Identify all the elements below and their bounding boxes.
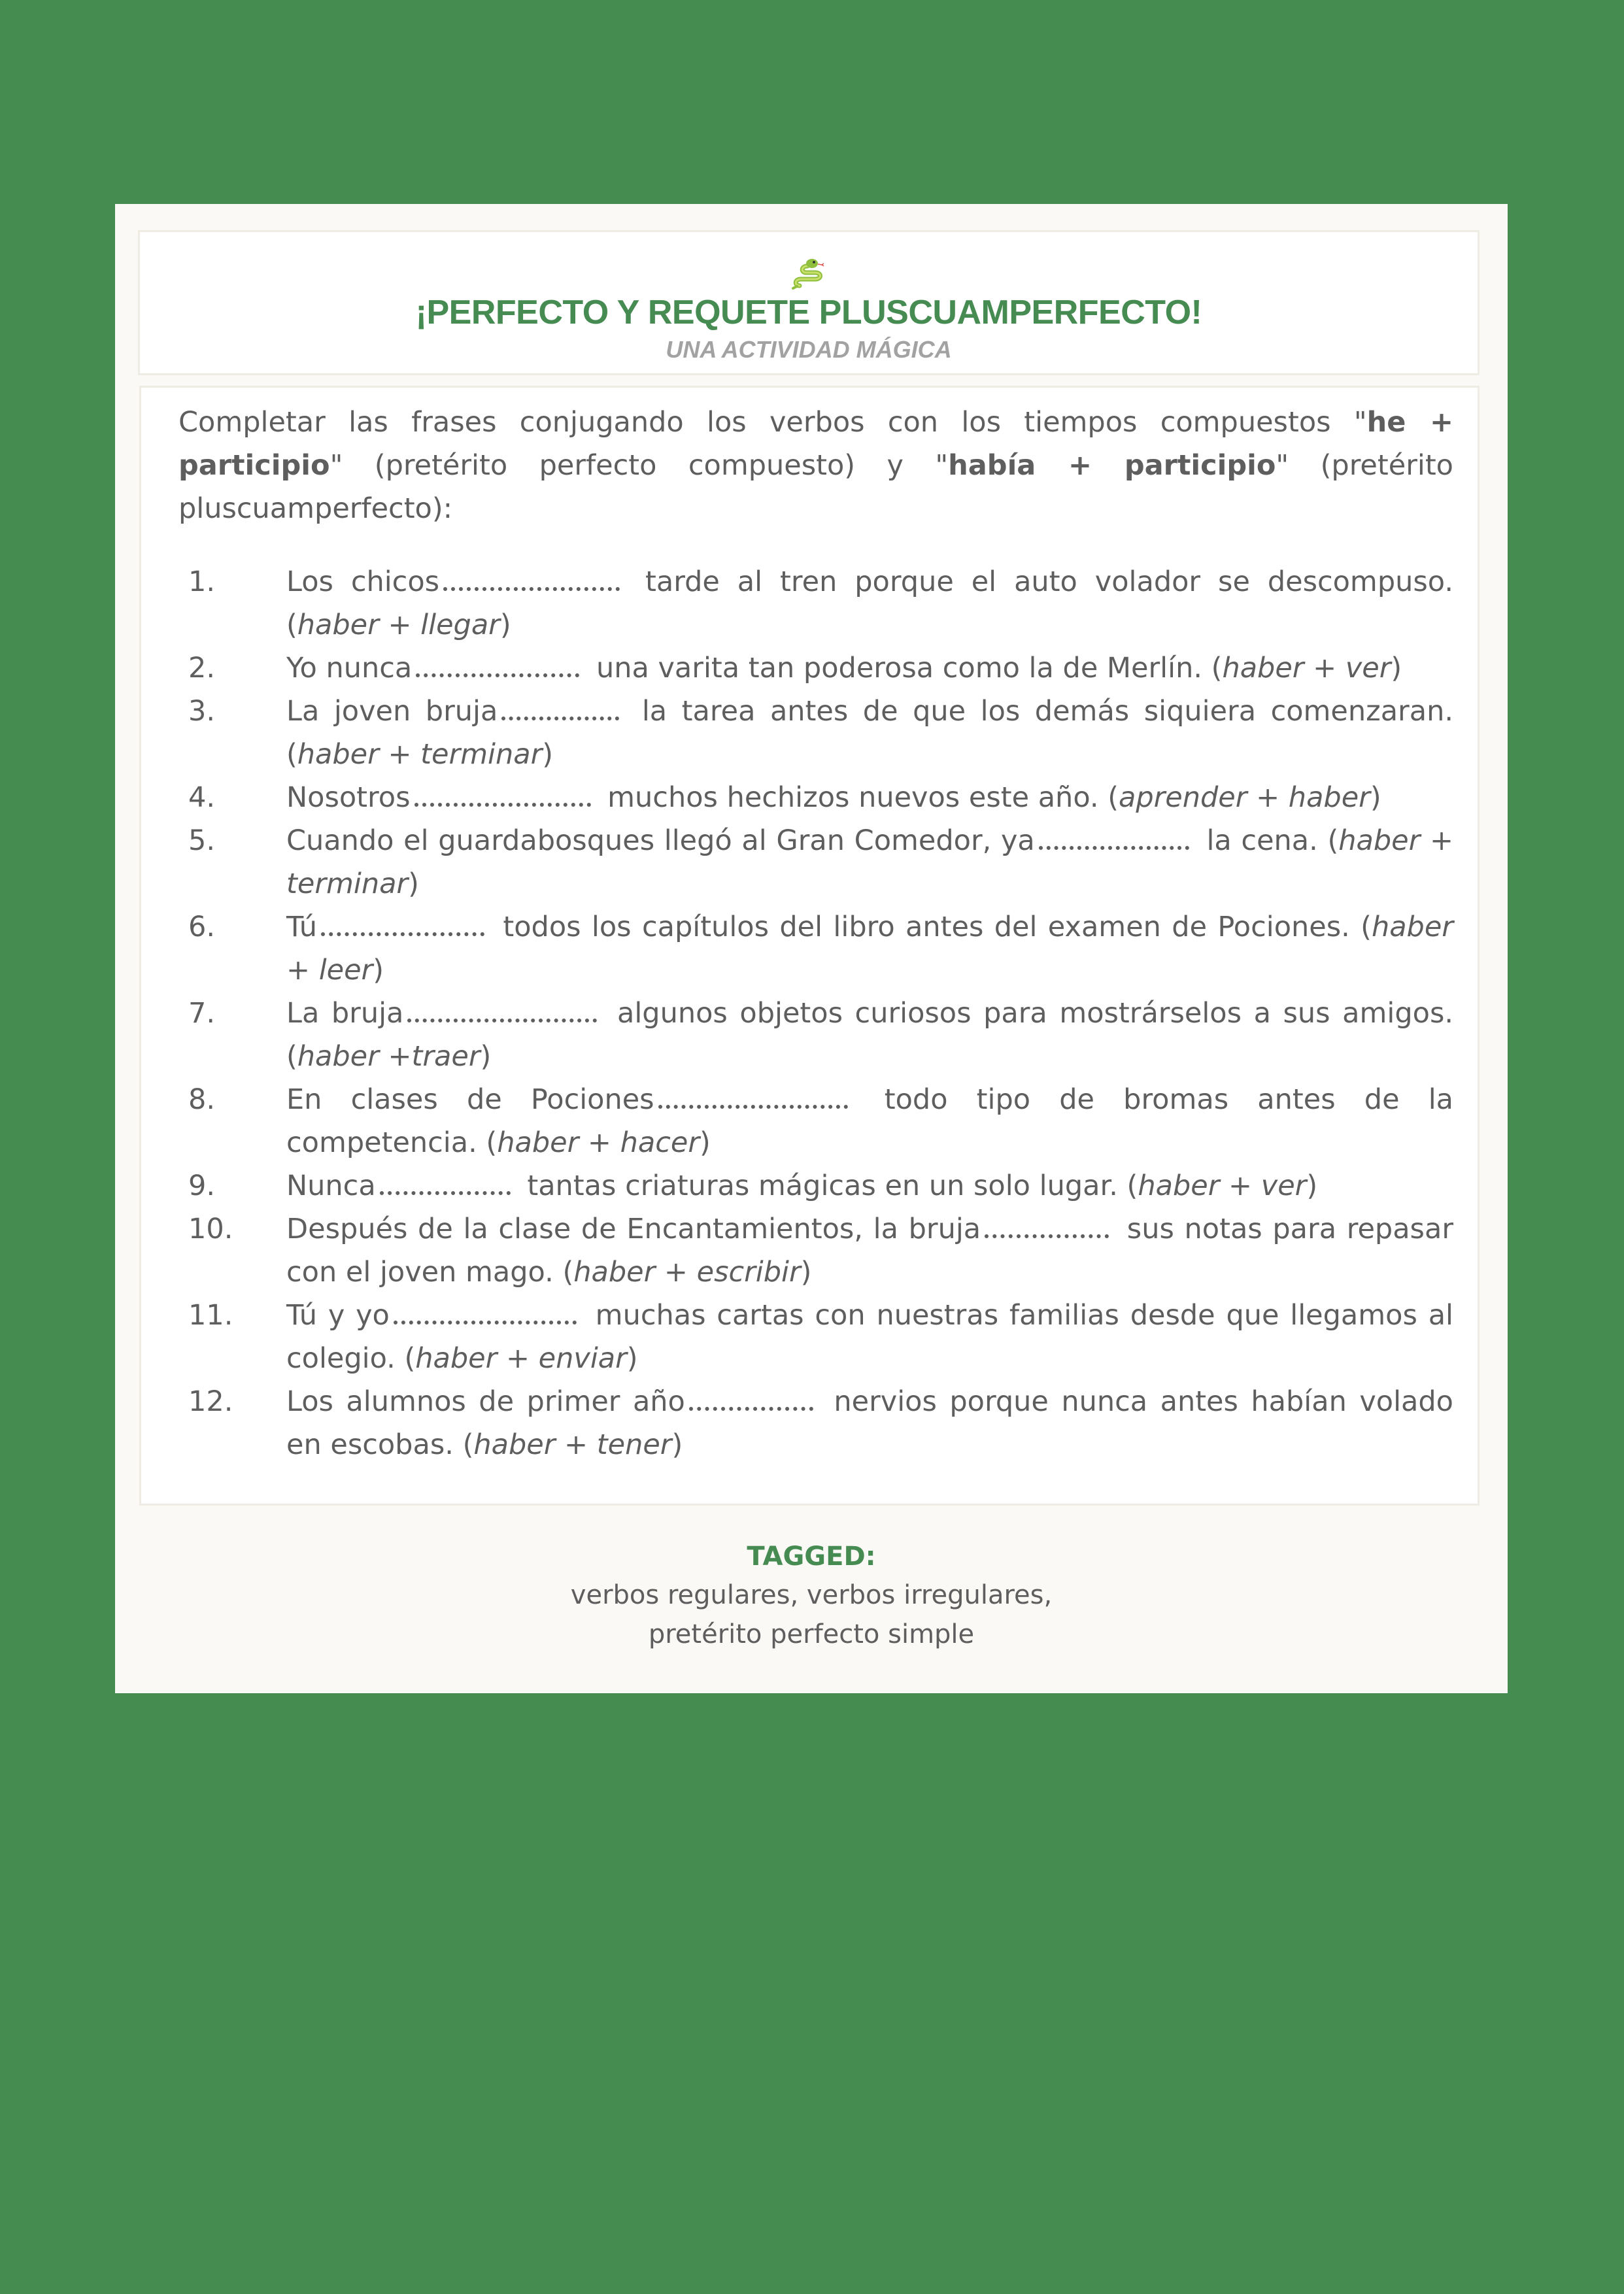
exercise-text: ) xyxy=(626,1342,638,1375)
instructions-bold-habia: había + participio xyxy=(948,449,1276,482)
verb-hint: haber + ver xyxy=(1138,1170,1307,1202)
exercise-item xyxy=(188,1380,1453,1466)
verb-hint: haber + escribir xyxy=(573,1256,801,1289)
exercise-number: 7. xyxy=(188,997,216,1030)
exercise-text: sus notas para repasar con el joven mago. ( xyxy=(286,1213,1453,1289)
exercise-number: 3. xyxy=(188,695,216,728)
exercise-text: Tú xyxy=(286,911,317,943)
exercise-number: 4. xyxy=(188,781,216,814)
verb-hint: haber + tener xyxy=(473,1428,672,1461)
exercise-item xyxy=(188,647,1453,690)
tags-line: pretérito perfecto simple xyxy=(648,1619,975,1649)
exercise-text: ) xyxy=(1391,652,1402,684)
exercise-list xyxy=(188,560,1453,1466)
exercise-item xyxy=(188,905,1453,992)
answer-blank[interactable] xyxy=(414,803,591,807)
instructions-bold-he: he + participio xyxy=(178,406,1453,482)
verb-hint: haber +traer xyxy=(297,1040,481,1073)
snake-icon xyxy=(140,256,1478,292)
exercise-text: Los chicos xyxy=(286,565,440,598)
tags-section xyxy=(115,1538,1508,1654)
exercise-text: todo tipo de bromas antes de la competencia. ( xyxy=(286,1083,1453,1159)
answer-blank[interactable] xyxy=(1039,846,1189,850)
exercise-item xyxy=(188,776,1453,819)
exercise-text: todos los capítulos del libro antes del examen de Pociones. ( xyxy=(492,911,1372,943)
exercise-text: ) xyxy=(499,609,511,641)
exercise-text: ) xyxy=(1306,1170,1318,1202)
exercise-text: ) xyxy=(480,1040,492,1073)
verb-hint: haber + terminar xyxy=(286,824,1454,900)
answer-blank[interactable] xyxy=(658,1105,848,1109)
exercise-text: Los alumnos de primer año xyxy=(286,1385,685,1418)
exercise-number: 1. xyxy=(188,565,216,598)
verb-hint: haber + ver xyxy=(1222,652,1391,684)
exercise-number: 5. xyxy=(188,824,216,857)
instructions-text: Completar las frases conjugando los verbos con los tiempos compuestos " xyxy=(178,406,1367,439)
answer-blank[interactable] xyxy=(501,717,619,720)
exercise-text: Cuando el guardabosques llegó al Gran Comedor, ya xyxy=(286,824,1035,857)
exercise-number: 12. xyxy=(188,1385,233,1418)
worksheet-card xyxy=(115,204,1508,1693)
exercise-text: muchos hechizos nuevos este año. ( xyxy=(598,781,1119,814)
answer-blank[interactable] xyxy=(689,1407,813,1411)
exercise-text: tarde al tren porque el auto volador se descompuso. ( xyxy=(286,565,1453,641)
exercise-text: tantas criaturas mágicas en un solo lugar. ( xyxy=(518,1170,1138,1202)
exercise-text: la tarea antes de que los demás siquiera comenzaran. ( xyxy=(286,695,1454,771)
exercise-item xyxy=(188,1078,1453,1164)
verb-hint: aprender + haber xyxy=(1118,781,1370,814)
exercise-number: 8. xyxy=(188,1083,216,1116)
exercise-text: En clases de Pociones xyxy=(286,1083,654,1116)
tags-label: TAGGED: xyxy=(747,1542,876,1572)
instructions-text: " (pretérito pluscuamperfecto): xyxy=(178,449,1453,525)
answer-blank[interactable] xyxy=(416,673,579,677)
answer-blank[interactable] xyxy=(443,587,620,591)
instructions-text: " (pretérito perfecto compuesto) y " xyxy=(330,449,949,482)
verb-hint: haber + enviar xyxy=(415,1342,627,1375)
exercise-number: 10. xyxy=(188,1213,233,1245)
tags-line: verbos regulares, verbos irregulares, xyxy=(570,1580,1053,1610)
exercise-text: ) xyxy=(700,1126,711,1159)
exercise-text: Nunca xyxy=(286,1170,376,1202)
instructions xyxy=(178,401,1453,530)
exercise-text: la cena. ( xyxy=(1196,824,1339,857)
exercise-item xyxy=(188,1294,1453,1380)
exercise-number: 2. xyxy=(188,652,216,684)
exercise-text: La bruja xyxy=(286,997,404,1030)
exercise-text: muchas cartas con nuestras familias desde que llegamos al colegio. ( xyxy=(286,1299,1453,1375)
exercise-text: ) xyxy=(1370,781,1381,814)
answer-blank[interactable] xyxy=(321,932,484,936)
exercise-text: algunos objetos curiosos para mostrárselos a sus amigos. ( xyxy=(286,997,1454,1073)
header xyxy=(138,230,1480,375)
exercise-text: Tú y yo xyxy=(286,1299,390,1332)
verb-hint: haber + leer xyxy=(286,911,1453,987)
exercise-text: ) xyxy=(800,1256,812,1289)
exercise-item xyxy=(188,1207,1453,1294)
page-subtitle: UNA ACTIVIDAD MÁGICA xyxy=(666,336,952,363)
exercise-text: La joven bruja xyxy=(286,695,498,728)
answer-blank[interactable] xyxy=(394,1321,577,1324)
exercise-item xyxy=(188,992,1453,1078)
exercise-text: ) xyxy=(408,868,419,900)
exercise-item xyxy=(188,690,1453,776)
verb-hint: haber + llegar xyxy=(297,609,500,641)
exercise-text: ) xyxy=(671,1428,683,1461)
exercise-item xyxy=(188,1164,1453,1207)
answer-blank[interactable] xyxy=(407,1019,597,1022)
page-title: ¡PERFECTO Y REQUETE PLUSCUAMPERFECTO! xyxy=(415,294,1202,331)
exercise-text: ) xyxy=(542,738,554,771)
verb-hint: haber + hacer xyxy=(497,1126,700,1159)
exercise-text: una varita tan poderosa como la de Merlín. ( xyxy=(587,652,1223,684)
exercise-number: 6. xyxy=(188,911,216,943)
exercise-text: nervios porque nunca antes habían volado en escobas. ( xyxy=(286,1385,1453,1461)
exercise-text: Yo nunca xyxy=(286,652,413,684)
exercise-number: 11. xyxy=(188,1299,233,1332)
exercise-text: Nosotros xyxy=(286,781,411,814)
exercise-item xyxy=(188,560,1453,647)
exercise-panel xyxy=(139,386,1480,1506)
answer-blank[interactable] xyxy=(985,1234,1109,1238)
exercise-text: Después de la clase de Encantamientos, la bruja xyxy=(286,1213,981,1245)
exercise-item xyxy=(188,819,1453,905)
exercise-text: ) xyxy=(373,954,384,987)
answer-blank[interactable] xyxy=(380,1191,511,1195)
exercise-number: 9. xyxy=(188,1170,216,1202)
verb-hint: haber + terminar xyxy=(297,738,543,771)
